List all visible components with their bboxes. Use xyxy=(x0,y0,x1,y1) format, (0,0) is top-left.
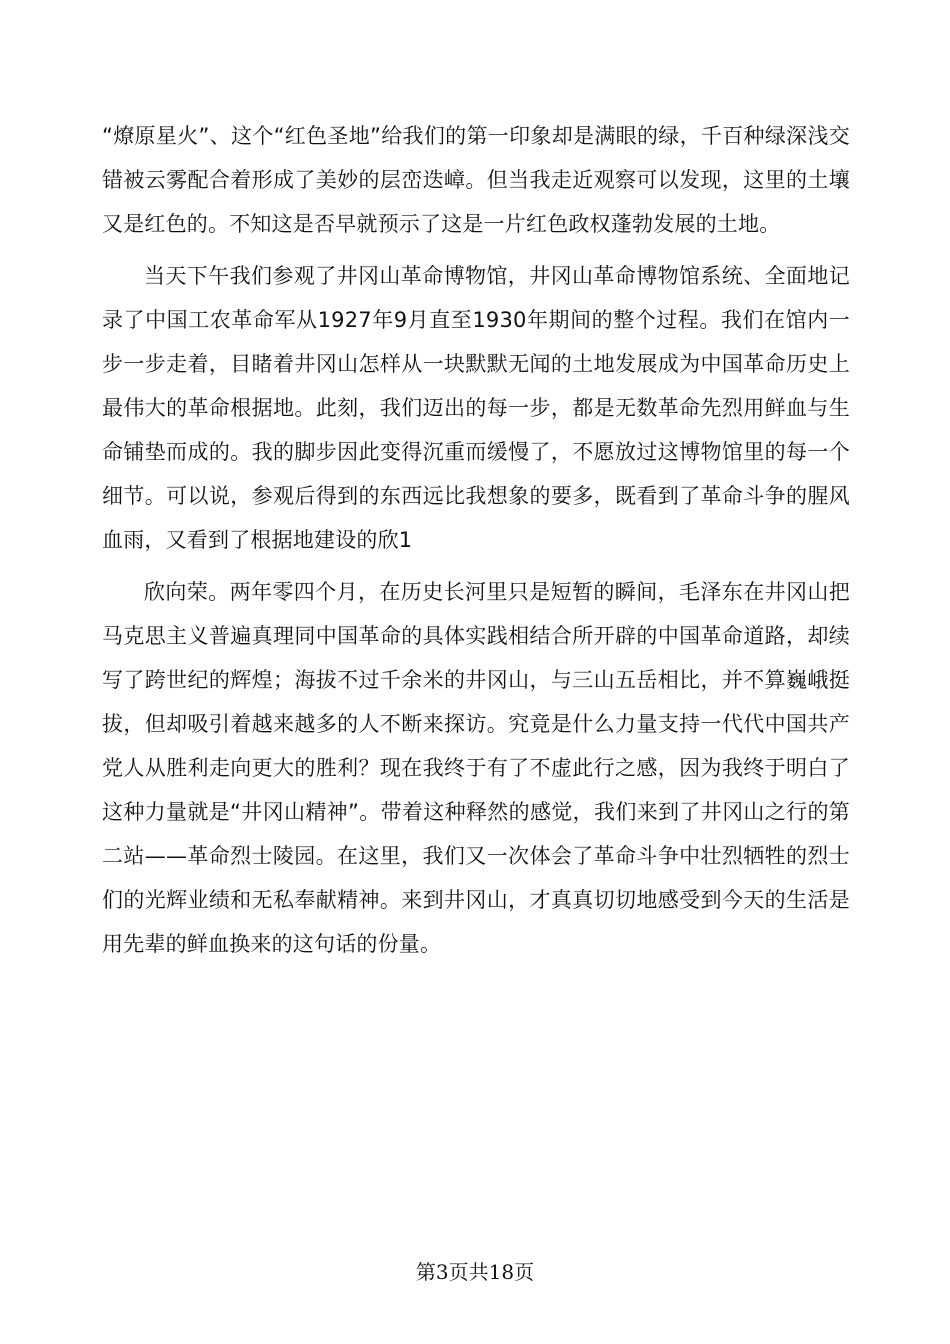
paragraph-2: 当天下午我们参观了井冈山革命博物馆，井冈山革命博物馆系统、全面地记录了中国工农革命军从1927年9月直至1930年期间的整个过程。我们在馆内一步一步走着，目睹着井冈山怎样从一块默默无闻的土地发展成为中国革命历史上最伟大的革命根据地。此刻，我们迈出的每一步，都是无数革命先烈用鲜血与生命铺垫而成的。我的脚步因此变得沉重而缓慢了，不愿放过这博物馆里的每一个细节。可以说，参观后得到的东西远比我想象的要多，既看到了革命斗争的腥风血雨，又看到了根据地建设的欣1 xyxy=(102,264,850,552)
document-body xyxy=(102,114,850,966)
page-number-footer: 第3页共18页 xyxy=(415,1260,535,1284)
paragraph-3: 欣向荣。两年零四个月，在历史长河里只是短暂的瞬间，毛泽东在井冈山把马克思主义普遍真理同中国革命的具体实践相结合所开辟的中国革命道路，却续写了跨世纪的辉煌；海拔不过千余米的井冈山，与三山五岳相比，并不算巍峨挺拔，但却吸引着越来越多的人不断来探访。究竟是什么力量支持一代代中国共产党人从胜利走向更大的胜利？现在我终于有了不虚此行之感，因为我终于明白了这种力量就是“井冈山精神”。带着这种释然的感觉，我们来到了井冈山之行的第二站——革命烈士陵园。在这里，我们又一次体会了革命斗争中壮烈牺牲的烈士们的光辉业绩和无私奉献精神。来到井冈山，才真真切切地感受到今天的生活是用先辈的鲜血换来的这句话的份量。 xyxy=(102,580,850,956)
paragraph-1: “燎原星火”、这个“红色圣地”给我们的第一印象却是满眼的绿，千百种绿深浅交错被云雾配合着形成了美妙的层峦迭嶂。但当我走近观察可以发现，这里的土壤又是红色的。不知这是否早就预示了这是一片红色政权蓬勃发展的土地。 xyxy=(102,124,850,236)
